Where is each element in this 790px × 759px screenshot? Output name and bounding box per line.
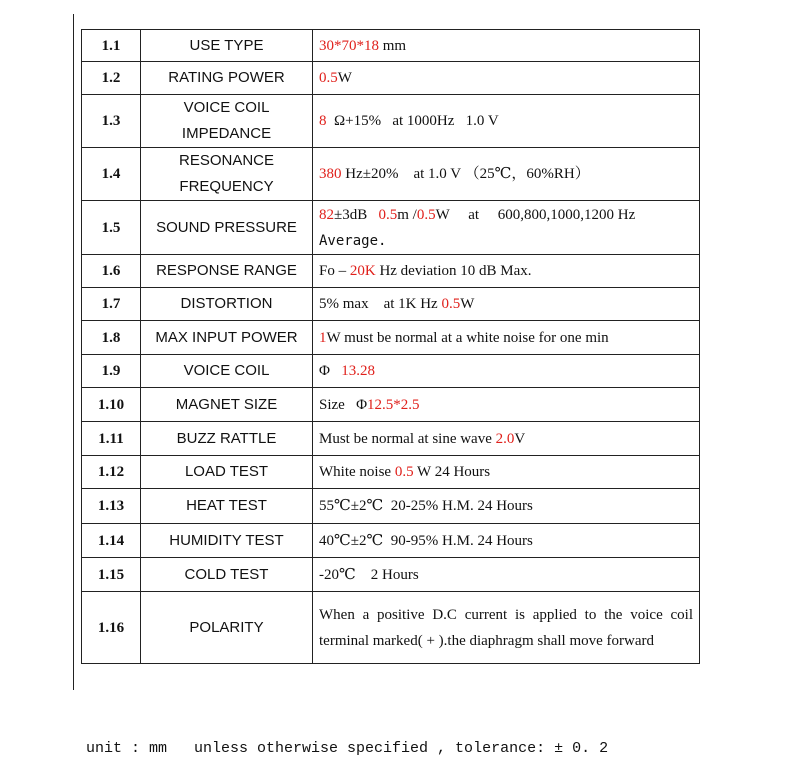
row-number: 1.4 [82,148,141,201]
spec-value [313,148,700,201]
table-row [82,388,700,422]
row-number: 1.2 [82,62,141,95]
row-number: 1.10 [82,388,141,422]
value-text: 40℃±2℃ 90-95% H.M. 24 Hours [319,532,533,549]
value-highlight: 0.5 [394,464,414,480]
item-name: POLARITY [141,592,313,664]
spec-value [313,255,700,288]
value-text: Must be normal at sine wave [319,430,496,447]
value-text: Ω+15% at 1000Hz 1.0 V [326,113,499,129]
value-text: 55℃±2℃ 20-25% H.M. 24 Hours [319,498,533,514]
value-highlight: 0.5 [378,206,398,223]
row-number: 1.13 [82,489,141,524]
spec-value [313,456,700,489]
left-margin-line [73,14,74,690]
value-text: W 24 Hours [413,464,491,480]
item-name: VOICE COIL [141,355,313,388]
table-row [82,255,700,288]
row-number: 1.5 [82,201,141,255]
value-highlight: 380 [319,166,342,182]
value-highlight: 13.28 [341,363,375,379]
value-highlight: 20K [349,263,376,279]
spec-value [313,592,700,664]
row-number: 1.14 [82,524,141,558]
tolerance-note: unit : mm unless otherwise specified , tolerance: ± 0. 2 [86,740,609,757]
item-name: RATING POWER [141,62,313,95]
item-name-line: VOICE COIL [183,99,270,116]
spec-value [313,288,700,321]
spec-value-line [319,202,693,228]
spec-table [81,29,700,664]
value-highlight: 1 [319,329,327,346]
table-row [82,524,700,558]
item-name [141,148,313,201]
value-highlight: 0.5 [416,206,436,223]
item-name-line: IMPEDANCE [181,125,272,142]
item-name: BUZZ RATTLE [141,422,313,456]
value-highlight: 82 [319,206,334,223]
table-row [82,95,700,148]
value-text: Φ [319,363,342,379]
value-text: – [334,263,350,279]
value-text: mm [379,37,407,54]
item-name-line: FREQUENCY [179,178,274,195]
item-name: RESPONSE RANGE [141,255,313,288]
spec-value [313,558,700,592]
row-number: 1.3 [82,95,141,148]
item-name: MAGNET SIZE [141,388,313,422]
spec-value [313,30,700,62]
table-row [82,355,700,388]
value-highlight: 12.5*2.5 [367,396,420,413]
row-number: 1.12 [82,456,141,489]
row-number: 1.7 [82,288,141,321]
row-number: 1.8 [82,321,141,355]
table-row [82,489,700,524]
table-row [82,30,700,62]
item-name: COLD TEST [141,558,313,592]
table-row [82,321,700,355]
value-text: W at 600,800,1000,1200 Hz [435,206,636,223]
item-name: HUMIDITY TEST [141,524,313,558]
value-text: V [514,430,526,447]
spec-value [313,321,700,355]
value-text: 5% max at 1K Hz [319,296,442,312]
value-text: Size Φ [319,396,368,413]
value-text: Hz±20% at 1.0 V （25℃，60%RH） [341,166,590,182]
table-row [82,592,700,664]
row-number: 1.11 [82,422,141,456]
value-text: Fo [319,263,335,279]
value-text: White noise [319,464,395,480]
row-number: 1.6 [82,255,141,288]
table-row [82,558,700,592]
value-highlight: 30*70*18 [319,37,379,54]
spec-value [313,95,700,148]
spec-table-body [82,30,700,664]
spec-value [313,524,700,558]
table-row [82,62,700,95]
item-name: USE TYPE [141,30,313,62]
table-row [82,456,700,489]
value-text: ±3dB [334,206,379,223]
item-name-line: RESONANCE [178,152,275,169]
value-text: W [337,70,352,86]
value-highlight: 8 [319,113,327,129]
item-name: LOAD TEST [141,456,313,489]
value-highlight: 2.0 [495,430,515,447]
table-row [82,422,700,456]
table-row [82,148,700,201]
item-name: SOUND PRESSURE [141,201,313,255]
value-text: m / [397,206,417,223]
spec-value-paragraph: When a positive D.C current is applied to the voice coil terminal marked( + ).the diaphragm shall move forward [319,606,693,649]
row-number: 1.16 [82,592,141,664]
item-name: DISTORTION [141,288,313,321]
spec-value [313,489,700,524]
value-text: W must be normal at a white noise for one min [326,329,609,346]
value-highlight: 0.5 [319,70,338,86]
item-name: MAX INPUT POWER [141,321,313,355]
value-text: W [460,296,475,312]
item-name [141,95,313,148]
spec-value [313,422,700,456]
table-row [82,288,700,321]
spec-value-line: Average. [319,232,387,249]
row-number: 1.1 [82,30,141,62]
row-number: 1.15 [82,558,141,592]
row-number: 1.9 [82,355,141,388]
spec-value [313,388,700,422]
value-highlight: 0.5 [441,296,461,312]
spec-value [313,355,700,388]
spec-value [313,62,700,95]
item-name: HEAT TEST [141,489,313,524]
spec-value [313,201,700,255]
table-row [82,201,700,255]
value-text: Hz deviation 10 dB Max. [375,263,532,279]
value-text: -20℃ 2 Hours [319,566,419,583]
